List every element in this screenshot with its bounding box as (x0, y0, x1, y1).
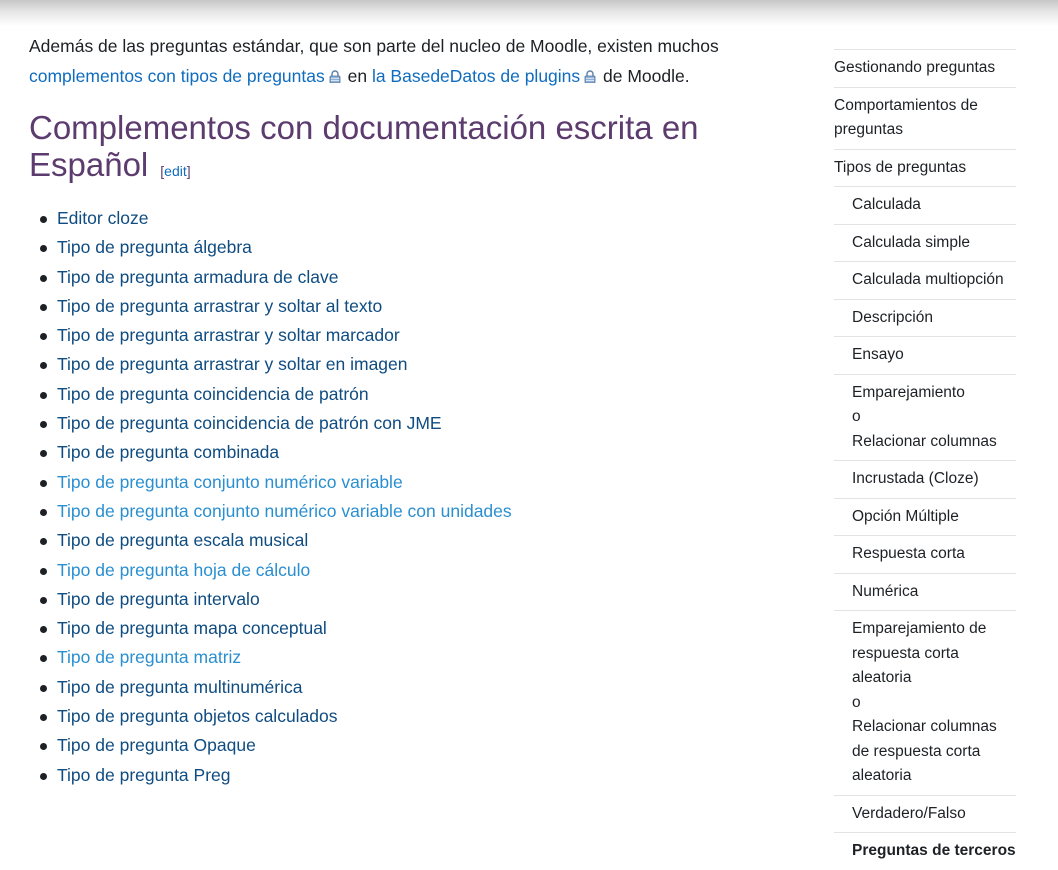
plugin-link[interactable]: Tipo de pregunta coincidencia de patrón (29, 380, 819, 409)
sidebar-item[interactable] (834, 610, 1016, 795)
plugin-link[interactable]: Tipo de pregunta arrastrar y soltar en imagen (29, 350, 819, 379)
sidebar-item[interactable] (834, 87, 1016, 149)
sidebar-item-label: o (852, 693, 861, 711)
sidebar-item[interactable] (834, 336, 1016, 374)
sidebar-item[interactable] (834, 832, 1016, 870)
sidebar-item[interactable] (834, 261, 1016, 299)
sidebar-item-label: Ensayo (852, 346, 904, 363)
intro-text-3: de Moodle. (603, 66, 690, 86)
plugin-link[interactable]: Tipo de pregunta Opaque (29, 731, 819, 760)
plugin-list (29, 204, 819, 790)
lock-icon (329, 62, 341, 75)
plugin-link[interactable]: Tipo de pregunta escala musical (29, 526, 819, 555)
sidebar-item-label: Numérica (852, 582, 919, 600)
section-heading (29, 109, 819, 190)
sidebar-item[interactable] (834, 224, 1016, 262)
sidebar-item[interactable] (834, 186, 1016, 224)
edit-section (160, 163, 190, 179)
lock-icon (584, 62, 596, 75)
sidebar-item-label: Gestionando preguntas (834, 59, 996, 76)
main-content (29, 31, 819, 790)
plugin-link[interactable]: Tipo de pregunta intervalo (29, 585, 819, 614)
sidebar-item-label: Respuesta corta (852, 545, 965, 562)
plugin-link[interactable]: Tipo de pregunta arrastrar y soltar marcador (29, 321, 819, 350)
section-title: Complementos con documentación escrita en Español (29, 109, 699, 183)
plugin-link[interactable]: Tipo de pregunta conjunto numérico variable (29, 468, 819, 497)
plugin-link[interactable]: Tipo de pregunta álgebra (29, 233, 819, 262)
sidebar-item[interactable] (834, 460, 1016, 498)
plugin-link[interactable]: Tipo de pregunta objetos calculados (29, 702, 819, 731)
sidebar-item-label: Incrustada (Cloze) (852, 470, 979, 487)
sidebar-item-label: de respuesta corta (852, 742, 981, 760)
sidebar-item[interactable] (834, 374, 1016, 461)
sidebar-item[interactable] (834, 49, 1016, 87)
sidebar-item-label: Tipos de preguntas (834, 158, 967, 176)
sidebar-item-label: Preguntas de terceros (852, 842, 1016, 859)
plugin-link[interactable]: Tipo de pregunta mapa conceptual (29, 614, 819, 643)
sidebar-item-label: preguntas (834, 121, 903, 138)
edit-bracket-open: [ (160, 163, 165, 179)
sidebar-item-label: Relacionar columnas (852, 432, 997, 450)
sidebar-item-label: aleatoria (852, 669, 912, 686)
sidebar-item-label: o (852, 408, 861, 425)
sidebar-item[interactable] (834, 795, 1016, 833)
sidebar-item[interactable] (834, 498, 1016, 536)
plugins-database-link[interactable]: la BasedeDatos de plugins (371, 66, 581, 86)
sidebar-item[interactable] (834, 573, 1016, 611)
sidebar-item-label: Calculada (852, 196, 921, 213)
plugin-link[interactable]: Tipo de pregunta conjunto numérico variable con unidades (29, 497, 819, 526)
intro-text-2: en (347, 66, 368, 86)
plugin-link[interactable]: Tipo de pregunta combinada (29, 438, 819, 467)
sidebar-item-label: respuesta corta (852, 644, 959, 662)
plugin-link[interactable]: Editor cloze (29, 204, 819, 233)
sidebar-item-label: Verdadero/Falso (852, 804, 966, 822)
sidebar-item-label: Descripción (852, 308, 933, 326)
intro-paragraph (29, 31, 819, 91)
plugins-link[interactable]: complementos con tipos de preguntas (29, 66, 325, 86)
edit-bracket-close: ] (186, 163, 191, 179)
sidebar-item-label: Relacionar columnas (852, 718, 997, 735)
plugin-link[interactable]: Tipo de pregunta Preg (29, 761, 819, 790)
plugin-link[interactable]: Tipo de pregunta hoja de cálculo (29, 556, 819, 585)
plugin-link[interactable]: Tipo de pregunta coincidencia de patrón con JME (29, 409, 819, 438)
plugin-link[interactable]: Tipo de pregunta armadura de clave (29, 263, 819, 292)
sidebar-item[interactable] (834, 535, 1016, 573)
sidebar-item-label: Emparejamiento de (852, 620, 987, 637)
sidebar-navigation (834, 49, 1016, 870)
sidebar-item-label: Comportamientos de (834, 96, 978, 114)
sidebar-item-label: Calculada multiopción (852, 271, 1004, 288)
plugin-link[interactable]: Tipo de pregunta matriz (29, 643, 819, 672)
plugin-link[interactable]: Tipo de pregunta multinumérica (29, 673, 819, 702)
sidebar-item[interactable] (834, 299, 1016, 337)
sidebar-item-label: Emparejamiento (852, 383, 965, 401)
sidebar-item-label: aleatoria (852, 767, 912, 784)
intro-text-1: Además de las preguntas estándar, que son parte del nucleo de Moodle, existen muchos (29, 36, 719, 56)
top-shadow (0, 0, 1058, 26)
edit-link[interactable]: edit (164, 163, 187, 179)
sidebar-item[interactable] (834, 149, 1016, 187)
sidebar-item-label: Calculada simple (852, 233, 971, 251)
plugin-link[interactable]: Tipo de pregunta arrastrar y soltar al texto (29, 292, 819, 321)
sidebar-item-label: Opción Múltiple (852, 507, 959, 525)
